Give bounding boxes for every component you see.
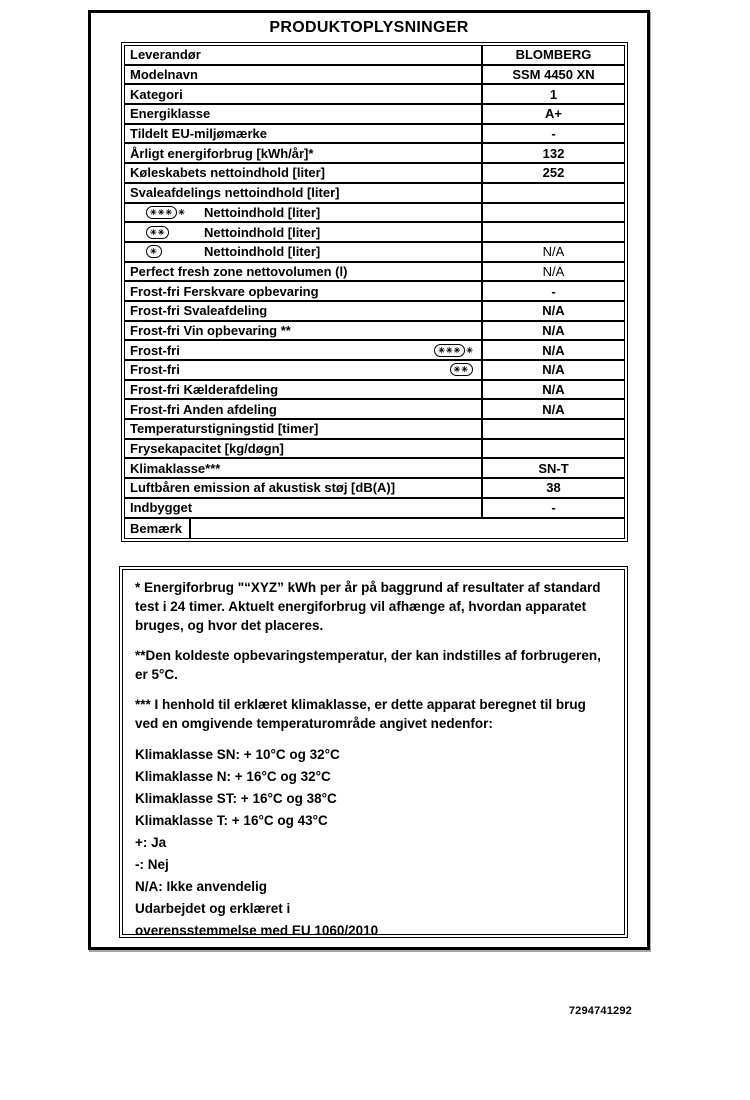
- row-label: [125, 184, 483, 202]
- product-sheet-page: [88, 10, 650, 950]
- table-row: [125, 282, 624, 302]
- row-label: [125, 341, 483, 359]
- table-row: [125, 322, 624, 342]
- row-label: [125, 204, 483, 222]
- row-label: [125, 125, 483, 143]
- table-row: [125, 440, 624, 460]
- climate-class-line: Klimaklasse ST: + 16°C og 38°C: [135, 791, 337, 806]
- climate-class-line: overensstemmelse med EU 1060/2010: [135, 923, 379, 938]
- document-number: 7294741292: [568, 1005, 632, 1017]
- row-label-text: Frost-fri: [130, 362, 180, 378]
- row-label: [125, 66, 483, 84]
- row-value: [483, 184, 624, 202]
- row-label: [125, 302, 483, 320]
- table-row: [125, 420, 624, 440]
- table-row: [125, 400, 624, 420]
- product-table: [121, 42, 628, 542]
- row-label: [125, 105, 483, 123]
- row-value: [483, 440, 624, 458]
- row-label: [125, 85, 483, 103]
- row-label-text: Frysekapacitet [kg/døgn]: [130, 441, 284, 457]
- row-label-text: Leverandør: [130, 47, 201, 63]
- row-value: -: [551, 500, 556, 516]
- row-label-text: Bemærk: [130, 520, 183, 536]
- row-label-text: Frost-fri Svaleafdeling: [130, 303, 268, 319]
- climate-class-line: Klimaklasse SN: + 10°C og 32°C: [135, 747, 340, 762]
- climate-class-line: Klimaklasse T: + 16°C og 43°C: [135, 813, 328, 828]
- row-value: N/A: [542, 244, 565, 260]
- table-row: [125, 66, 624, 86]
- row-label: [125, 479, 483, 497]
- row-value: 38: [546, 480, 561, 496]
- row-value: N/A: [542, 342, 565, 358]
- row-label: [125, 263, 483, 281]
- table-row: [125, 144, 624, 164]
- freezer-star-rating-icon: ✳: [146, 245, 204, 258]
- table-row: [125, 46, 624, 66]
- table-row: [125, 341, 624, 361]
- row-value: N/A: [542, 382, 565, 398]
- table-row: [125, 125, 624, 145]
- row-value: -: [551, 126, 556, 142]
- row-label-text: Energiklasse: [130, 106, 211, 122]
- row-label: [125, 420, 483, 438]
- row-value: N/A: [542, 362, 565, 378]
- footnote-paragraph: **Den koldeste opbevaringstemperatur, der kan indstilles af forbrugeren, er 5°C.: [135, 648, 601, 682]
- table-row: [125, 479, 624, 499]
- footnotes-box: [119, 566, 628, 938]
- table-row: [125, 85, 624, 105]
- row-value: N/A: [542, 303, 565, 319]
- row-label-text: Køleskabets nettoindhold [liter]: [130, 165, 326, 181]
- table-row: [125, 459, 624, 479]
- row-label: [125, 381, 483, 399]
- row-value: 132: [542, 145, 565, 161]
- row-label-text: Årligt energiforbrug [kWh/år]*: [130, 145, 314, 161]
- table-row: [125, 184, 624, 204]
- row-label: [125, 519, 191, 539]
- climate-class-line: -: Nej: [135, 857, 169, 872]
- climate-class-line: N/A: Ikke anvendelig: [135, 879, 268, 894]
- row-label-text: Nettoindhold [liter]: [204, 244, 321, 260]
- table-row: [125, 519, 624, 539]
- row-label: [125, 361, 483, 379]
- row-label-text: Frost-fri Anden afdeling: [130, 401, 277, 417]
- footnote-paragraph: * Energiforbrug "“XYZ” kWh per år på baggrund af resultater af standard test i 24 timer. Aktuelt energiforbrug vil afhænge af, hvordan apparatet bruges, og hvor det placeres.: [135, 580, 601, 633]
- row-label-text: Nettoindhold [liter]: [204, 224, 321, 240]
- row-value: N/A: [542, 401, 565, 417]
- row-label-text: Temperaturstigningstid [timer]: [130, 421, 319, 437]
- climate-class-line: +: Ja: [135, 835, 167, 850]
- row-label: [125, 144, 483, 162]
- table-row: [125, 223, 624, 243]
- row-label: [125, 164, 483, 182]
- row-label: [125, 223, 483, 241]
- row-label-text: Modelnavn: [130, 67, 198, 83]
- row-value: -: [551, 283, 556, 299]
- table-row: [125, 499, 624, 519]
- row-label: [125, 499, 483, 517]
- freezer-star-rating-icon: ✳✳: [450, 363, 473, 376]
- row-value: 252: [542, 165, 565, 181]
- row-label-text: Klimaklasse***: [130, 460, 221, 476]
- row-label-text: Svaleafdelings nettoindhold [liter]: [130, 185, 340, 201]
- freezer-star-rating-icon: ✳✳✳ ✳: [434, 344, 473, 357]
- footnote-paragraph: *** I henhold til erklæret klimaklasse, er dette apparat beregnet til brug ved en omgivende temperaturområde angivet nedenfor:: [135, 697, 586, 731]
- page-title: PRODUKTOPLYSNINGER: [269, 19, 469, 36]
- row-label: [125, 46, 483, 64]
- row-value: [483, 204, 624, 222]
- row-label: [125, 459, 483, 477]
- row-value: [191, 519, 624, 539]
- climate-class-line: Udarbejdet og erklæret i: [135, 901, 291, 916]
- row-label-text: Frost-fri Kælderafdeling: [130, 382, 279, 398]
- row-label-text: Frost-fri Ferskvare opbevaring: [130, 283, 319, 299]
- row-label-text: Tildelt EU-miljømærke: [130, 126, 268, 142]
- row-value: 1: [549, 86, 558, 102]
- row-label-text: Frost-fri Vin opbevaring **: [130, 322, 291, 338]
- freezer-star-rating-icon: ✳✳: [146, 226, 204, 239]
- table-row: [125, 302, 624, 322]
- row-label: [125, 243, 483, 261]
- row-value: N/A: [542, 263, 565, 279]
- row-label: [125, 440, 483, 458]
- climate-class-line: Klimaklasse N: + 16°C og 32°C: [135, 769, 331, 784]
- row-label-text: Nettoindhold [liter]: [204, 204, 321, 220]
- table-row: [125, 204, 624, 224]
- table-row: [125, 381, 624, 401]
- row-value: [483, 223, 624, 241]
- row-value: N/A: [542, 322, 565, 338]
- table-row: [125, 164, 624, 184]
- row-label-text: Frost-fri: [130, 342, 180, 358]
- row-value: [483, 420, 624, 438]
- row-label-text: Luftbåren emission af akustisk støj [dB(A)]: [130, 480, 396, 496]
- table-row: [125, 361, 624, 381]
- row-label: [125, 400, 483, 418]
- freezer-star-rating-icon: ✳✳✳ ✳: [146, 206, 204, 219]
- row-label-text: Indbygget: [130, 500, 193, 516]
- row-label: [125, 322, 483, 340]
- table-row: [125, 263, 624, 283]
- row-value: SSM 4450 XN: [512, 67, 595, 83]
- row-value: BLOMBERG: [515, 47, 592, 63]
- row-value: SN-T: [538, 460, 569, 476]
- row-value: A+: [545, 106, 562, 122]
- table-row: [125, 105, 624, 125]
- row-label-text: Perfect fresh zone nettovolumen (l): [130, 263, 348, 279]
- row-label: [125, 282, 483, 300]
- row-label-text: Kategori: [130, 86, 183, 102]
- table-row: [125, 243, 624, 263]
